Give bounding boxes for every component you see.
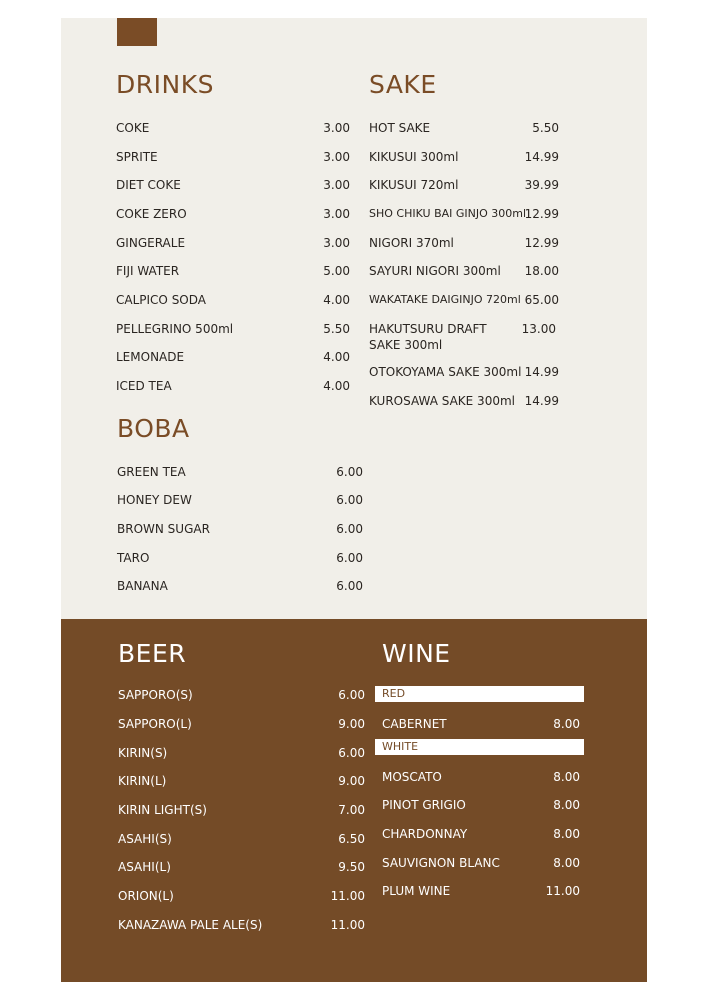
brand-tab — [117, 18, 157, 46]
beer-heading: BEER — [118, 639, 187, 668]
wine-white-label: WHITE — [375, 739, 584, 755]
menu-bottom-section: BEER SAPPORO(S) 6.00 SAPPORO(L) 9.00 KIRIN(S) 6.00 KIRIN(L) 9.00 KIRIN LIGHT(S) 7.00 ASAHI(S) 6.50 ASAHI(L) 9.50 ORION(L) 11.00 KANAZAWA PALE ALE(S) 11.00 WINE RED CABERNET 8.00 WHITE MOSCATO 8.00 PINOT GRIGIO 8.00 CHARDONNAY 8.00 SAUVIGNON BLANC 8.00 PLUM WINE 11.00 — [61, 619, 647, 982]
boba-heading: BOBA — [117, 414, 190, 443]
wine-red-label: RED — [375, 686, 584, 702]
drinks-heading: DRINKS — [116, 70, 214, 99]
menu-top-section: DRINKS COKE 3.00 SPRITE 3.00 DIET COKE 3.00 COKE ZERO 3.00 GINGERALE 3.00 FIJI WATER 5.00 CALPICO SODA 4.00 PELLEGRINO 500ml 5.50 LEMONADE 4.00 ICED TEA 4.00 SAKE HOT SAKE 5.50 KIKUSUI 300ml 14.99 KIKUSUI 720ml 39.99 SHO CHIKU BAI GINJO 300ml 12.99 NIGORI 370ml 12.99 SAYURI NIGORI 300ml 18.00 WAKATAKE DAIGINJO 720ml 65.00 HAKUTSURU DRAFT SAKE 300ml 13.00 OTOKOYAMA SAKE 300ml 14.99 KUROSAWA SAKE 300ml 14.99 BOBA GREEN TEA 6.00 HONEY DEW 6.00 BROWN SUGAR 6.00 TARO 6.00 BANANA 6.00 — [61, 18, 647, 619]
wine-heading: WINE — [382, 639, 451, 668]
menu-sheet — [61, 18, 647, 982]
sake-heading: SAKE — [369, 70, 437, 99]
